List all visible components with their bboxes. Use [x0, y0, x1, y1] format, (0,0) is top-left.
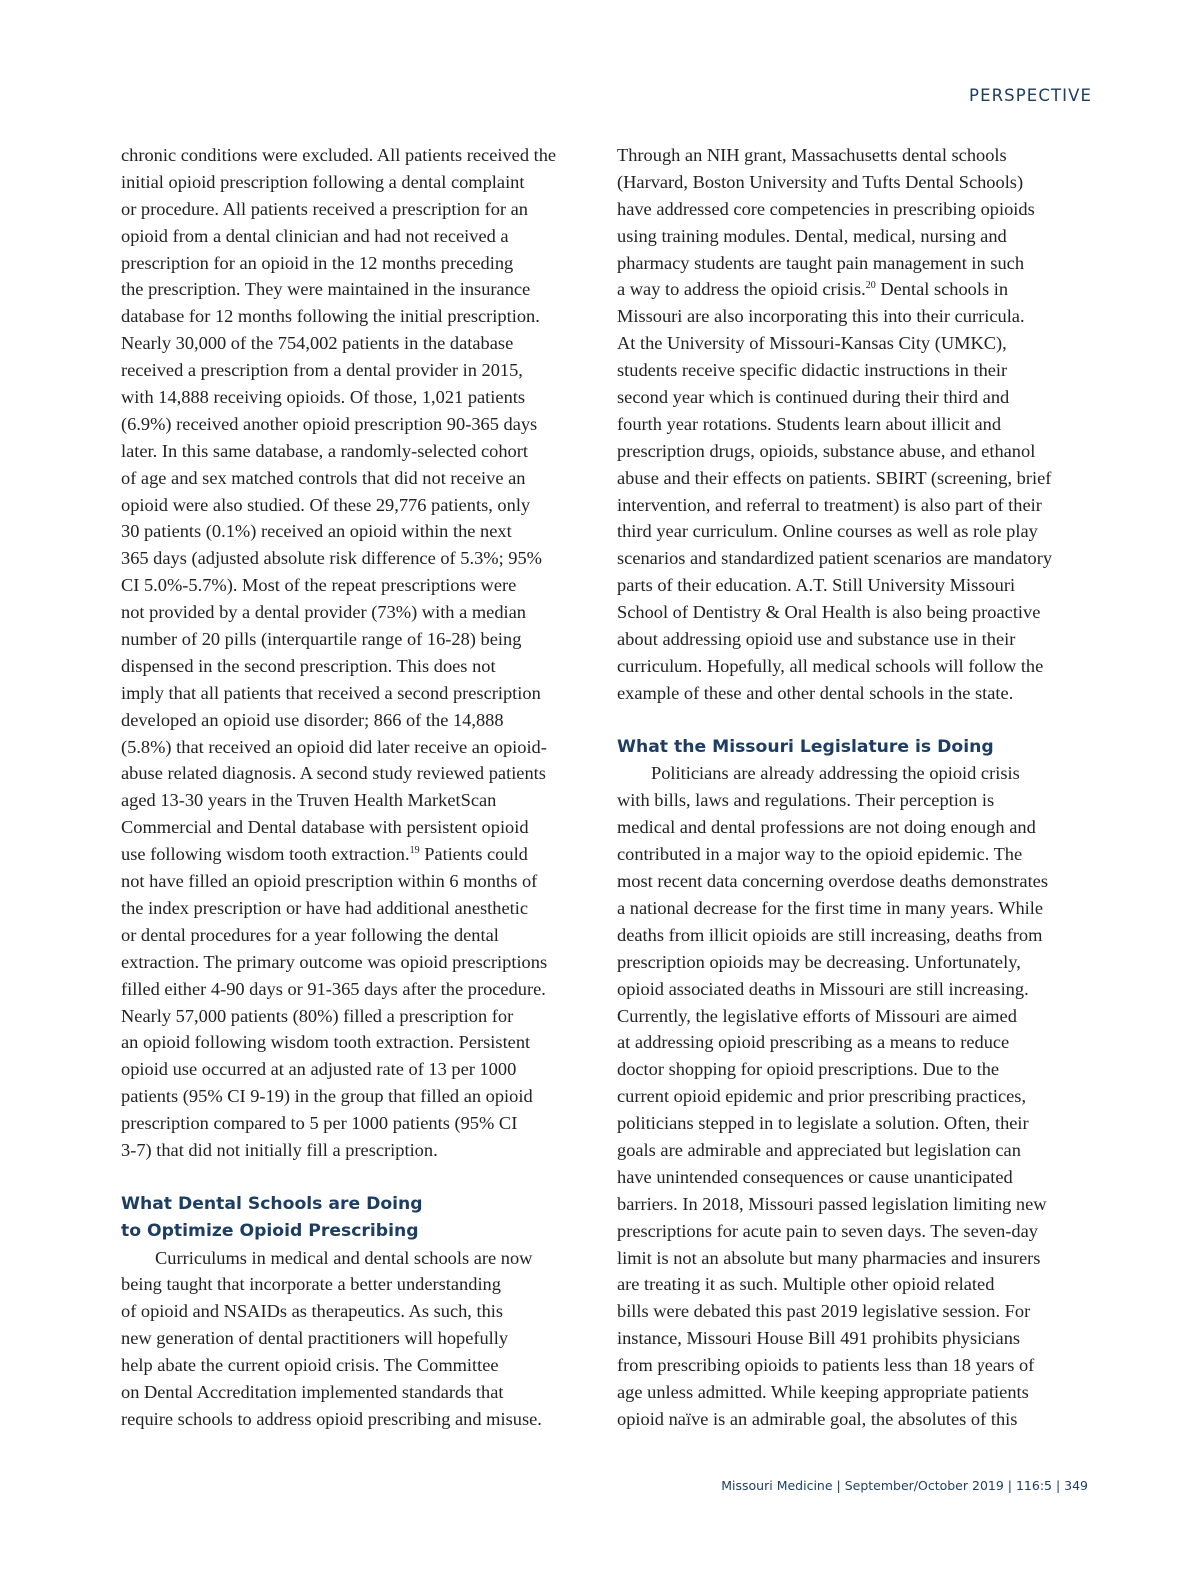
text-line: database for 12 months following the initial prescription.: [121, 306, 540, 327]
text-line: politicians stepped in to legislate a solution. Often, their: [617, 1113, 1029, 1134]
text-line: at addressing opioid prescribing as a means to reduce: [617, 1032, 1010, 1053]
text-line: have unintended consequences or cause unanticipated: [617, 1166, 1013, 1187]
text-line: doctor shopping for opioid prescriptions. Due to the: [617, 1059, 1000, 1080]
section-heading-dental-schools-line-2: to Optimize Opioid Prescribing: [121, 1220, 419, 1241]
text-line: help abate the current opioid crisis. The Committee: [121, 1355, 499, 1376]
text-line: contributed in a major way to the opioid epidemic. The: [617, 844, 1023, 865]
text-line: At the University of Missouri-Kansas City (UMKC),: [617, 333, 1007, 354]
text-line: number of 20 pills (interquartile range of 16-28) being: [121, 629, 522, 650]
cite-text-before: a way to address the opioid crisis.: [617, 279, 866, 300]
section-heading-dental-schools-line-1: What Dental Schools are Doing: [121, 1193, 423, 1214]
text-line: current opioid epidemic and prior prescribing practices,: [617, 1086, 1027, 1107]
left-column: [121, 142, 591, 1433]
cite-text-after: Patients could: [419, 844, 528, 865]
citation-line: [617, 276, 1093, 303]
text-line: instance, Missouri House Bill 491 prohibits physicians: [617, 1328, 1021, 1349]
text-line: limit is not an absolute but many pharmacies and insurers: [617, 1247, 1041, 1268]
section-label: PERSPECTIVE: [969, 86, 1092, 105]
text-line: later. In this same database, a randomly-selected cohort: [121, 440, 528, 461]
text-line: third year curriculum. Online courses as well as role play: [617, 521, 1038, 542]
text-line: second year which is continued during their third and: [617, 387, 1010, 408]
text-line: not provided by a dental provider (73%) with a median: [121, 602, 526, 623]
text-line: Through an NIH grant, Massachusetts dental schools: [617, 145, 1007, 165]
text-line: Missouri are also incorporating this into their curricula.: [617, 306, 1025, 327]
text-line: or procedure. All patients received a prescription for an: [121, 198, 528, 219]
reference-19[interactable]: 19: [409, 845, 420, 857]
text-line: CI 5.0%-5.7%). Most of the repeat prescriptions were: [121, 575, 517, 596]
text-line: prescription compared to 5 per 1000 patients (95% CI: [121, 1113, 518, 1134]
text-line: most recent data concerning overdose deaths demonstrates: [617, 871, 1049, 892]
text-line: Curriculums in medical and dental schools are now: [155, 1247, 533, 1268]
text-line: extraction. The primary outcome was opioid prescriptions: [121, 951, 548, 972]
text-line: prescription opioids may be decreasing. Unfortunately,: [617, 951, 1021, 972]
cite-text-after: Dental schools in: [875, 279, 1009, 300]
text-line: barriers. In 2018, Missouri passed legislation limiting new: [617, 1193, 1047, 1214]
text-line: opioid from a dental clinician and had not received a: [121, 225, 509, 246]
text-line: abuse and their effects on patients. SBIRT (screening, brief: [617, 467, 1052, 488]
citation-line: [121, 841, 591, 868]
text-line: pharmacy students are taught pain management in such: [617, 252, 1025, 273]
text-line: example of these and other dental schools in the state.: [617, 682, 1014, 703]
text-line: Currently, the legislative efforts of Missouri are aimed: [617, 1005, 1017, 1026]
text-line: scenarios and standardized patient scenarios are mandatory: [617, 548, 1053, 569]
text-line: Politicians are already addressing the opioid crisis: [651, 763, 1020, 784]
text-line: being taught that incorporate a better understanding: [121, 1274, 501, 1295]
text-line: bills were debated this past 2019 legislative session. For: [617, 1301, 1031, 1322]
text-line: fourth year rotations. Students learn about illicit and: [617, 413, 1002, 434]
text-line: about addressing opioid use and substance use in their: [617, 629, 1016, 650]
text-line: deaths from illicit opioids are still increasing, deaths from: [617, 924, 1043, 945]
text-line: Nearly 57,000 patients (80%) filled a prescription for: [121, 1005, 514, 1026]
text-line: the index prescription or have had additional anesthetic: [121, 897, 529, 918]
text-line: an opioid following wisdom tooth extraction. Persistent: [121, 1032, 531, 1053]
text-line: 365 days (adjusted absolute risk difference of 5.3%; 95%: [121, 548, 542, 569]
footer-citation: Missouri Medicine | September/October 2019 | 116:5 | 349: [721, 1478, 1088, 1493]
text-line: 30 patients (0.1%) received an opioid within the next: [121, 521, 512, 542]
text-line: dispensed in the second prescription. This does not: [121, 655, 496, 676]
text-line: received a prescription from a dental provider in 2015,: [121, 360, 523, 381]
text-line: patients (95% CI 9-19) in the group that filled an opioid: [121, 1086, 533, 1107]
cite-text-before: use following wisdom tooth extraction.: [121, 844, 410, 865]
text-line: School of Dentistry & Oral Health is also being proactive: [617, 602, 1041, 623]
text-line: Commercial and Dental database with persistent opioid: [121, 817, 529, 838]
text-line: or dental procedures for a year following the dental: [121, 924, 499, 945]
text-line: opioid use occurred at an adjusted rate of 13 per 1000: [121, 1059, 517, 1080]
right-paragraph-1: [617, 142, 1093, 276]
text-line: abuse related diagnosis. A second study reviewed patients: [121, 763, 546, 784]
text-line: goals are admirable and appreciated but legislation can: [617, 1139, 1021, 1160]
text-line: imply that all patients that received a second prescription: [121, 682, 541, 703]
text-line: with 14,888 receiving opioids. Of those, 1,021 patients: [121, 387, 526, 408]
text-line: prescriptions for acute pain to seven days. The seven-day: [617, 1220, 1038, 1241]
text-line: medical and dental professions are not doing enough and: [617, 817, 1036, 838]
left-paragraph-2: [121, 1245, 591, 1433]
text-line: of age and sex matched controls that did not receive an: [121, 467, 526, 488]
text-line: students receive specific didactic instructions in their: [617, 360, 1008, 381]
text-line: (6.9%) received another opioid prescription 90-365 days: [121, 413, 538, 434]
text-line: age unless admitted. While keeping appropriate patients: [617, 1381, 1029, 1402]
text-line: new generation of dental practitioners will hopefully: [121, 1328, 509, 1349]
text-line: aged 13-30 years in the Truven Health MarketScan: [121, 790, 497, 811]
right-paragraph-1-tail: [617, 303, 1093, 706]
text-line: prescription drugs, opioids, substance abuse, and ethanol: [617, 440, 1036, 461]
text-line: a national decrease for the first time in many years. While: [617, 897, 1044, 918]
text-line: intervention, and referral to treatment) is also part of their: [617, 494, 1042, 515]
text-line: parts of their education. A.T. Still University Missouri: [617, 575, 1016, 596]
spacer: [617, 707, 1093, 734]
text-line: (5.8%) that received an opioid did later receive an opioid-: [121, 736, 547, 757]
text-line: not have filled an opioid prescription within 6 months of: [121, 871, 538, 892]
text-line: using training modules. Dental, medical, nursing and: [617, 225, 1007, 246]
reference-20[interactable]: 20: [865, 280, 876, 292]
text-line: with bills, laws and regulations. Their perception is: [617, 790, 995, 811]
text-line: filled either 4-90 days or 91-365 days after the procedure.: [121, 978, 546, 999]
text-line: developed an opioid use disorder; 866 of the 14,888: [121, 709, 504, 730]
text-line: of opioid and NSAIDs as therapeutics. As such, this: [121, 1301, 504, 1322]
left-paragraph-1-tail: [121, 868, 591, 1164]
section-heading-legislature: What the Missouri Legislature is Doing: [617, 736, 994, 757]
left-paragraph-1: [121, 142, 591, 841]
text-line: are treating it as such. Multiple other opioid related: [617, 1274, 995, 1295]
text-line: on Dental Accreditation implemented standards that: [121, 1381, 504, 1402]
text-line: opioid were also studied. Of these 29,776 patients, only: [121, 494, 531, 515]
spacer: [121, 1164, 591, 1191]
text-line: prescription for an opioid in the 12 months preceding: [121, 252, 514, 273]
text-line: (Harvard, Boston University and Tufts Dental Schools): [617, 171, 1024, 192]
text-line: opioid naïve is an admirable goal, the absolutes of this: [617, 1408, 1018, 1429]
right-paragraph-2: [617, 760, 1093, 1432]
text-line: curriculum. Hopefully, all medical schools will follow the: [617, 655, 1044, 676]
text-line: 3-7) that did not initially fill a prescription.: [121, 1139, 438, 1160]
text-line: require schools to address opioid prescribing and misuse.: [121, 1408, 542, 1429]
text-line: Nearly 30,000 of the 754,002 patients in the database: [121, 333, 514, 354]
text-line: have addressed core competencies in prescribing opioids: [617, 198, 1035, 219]
right-column: [617, 142, 1093, 1433]
text-line: opioid associated deaths in Missouri are still increasing.: [617, 978, 1029, 999]
text-line: chronic conditions were excluded. All patients received the: [121, 145, 557, 165]
text-line: initial opioid prescription following a dental complaint: [121, 171, 525, 192]
text-line: the prescription. They were maintained in the insurance: [121, 279, 531, 300]
text-line: from prescribing opioids to patients less than 18 years of: [617, 1355, 1035, 1376]
